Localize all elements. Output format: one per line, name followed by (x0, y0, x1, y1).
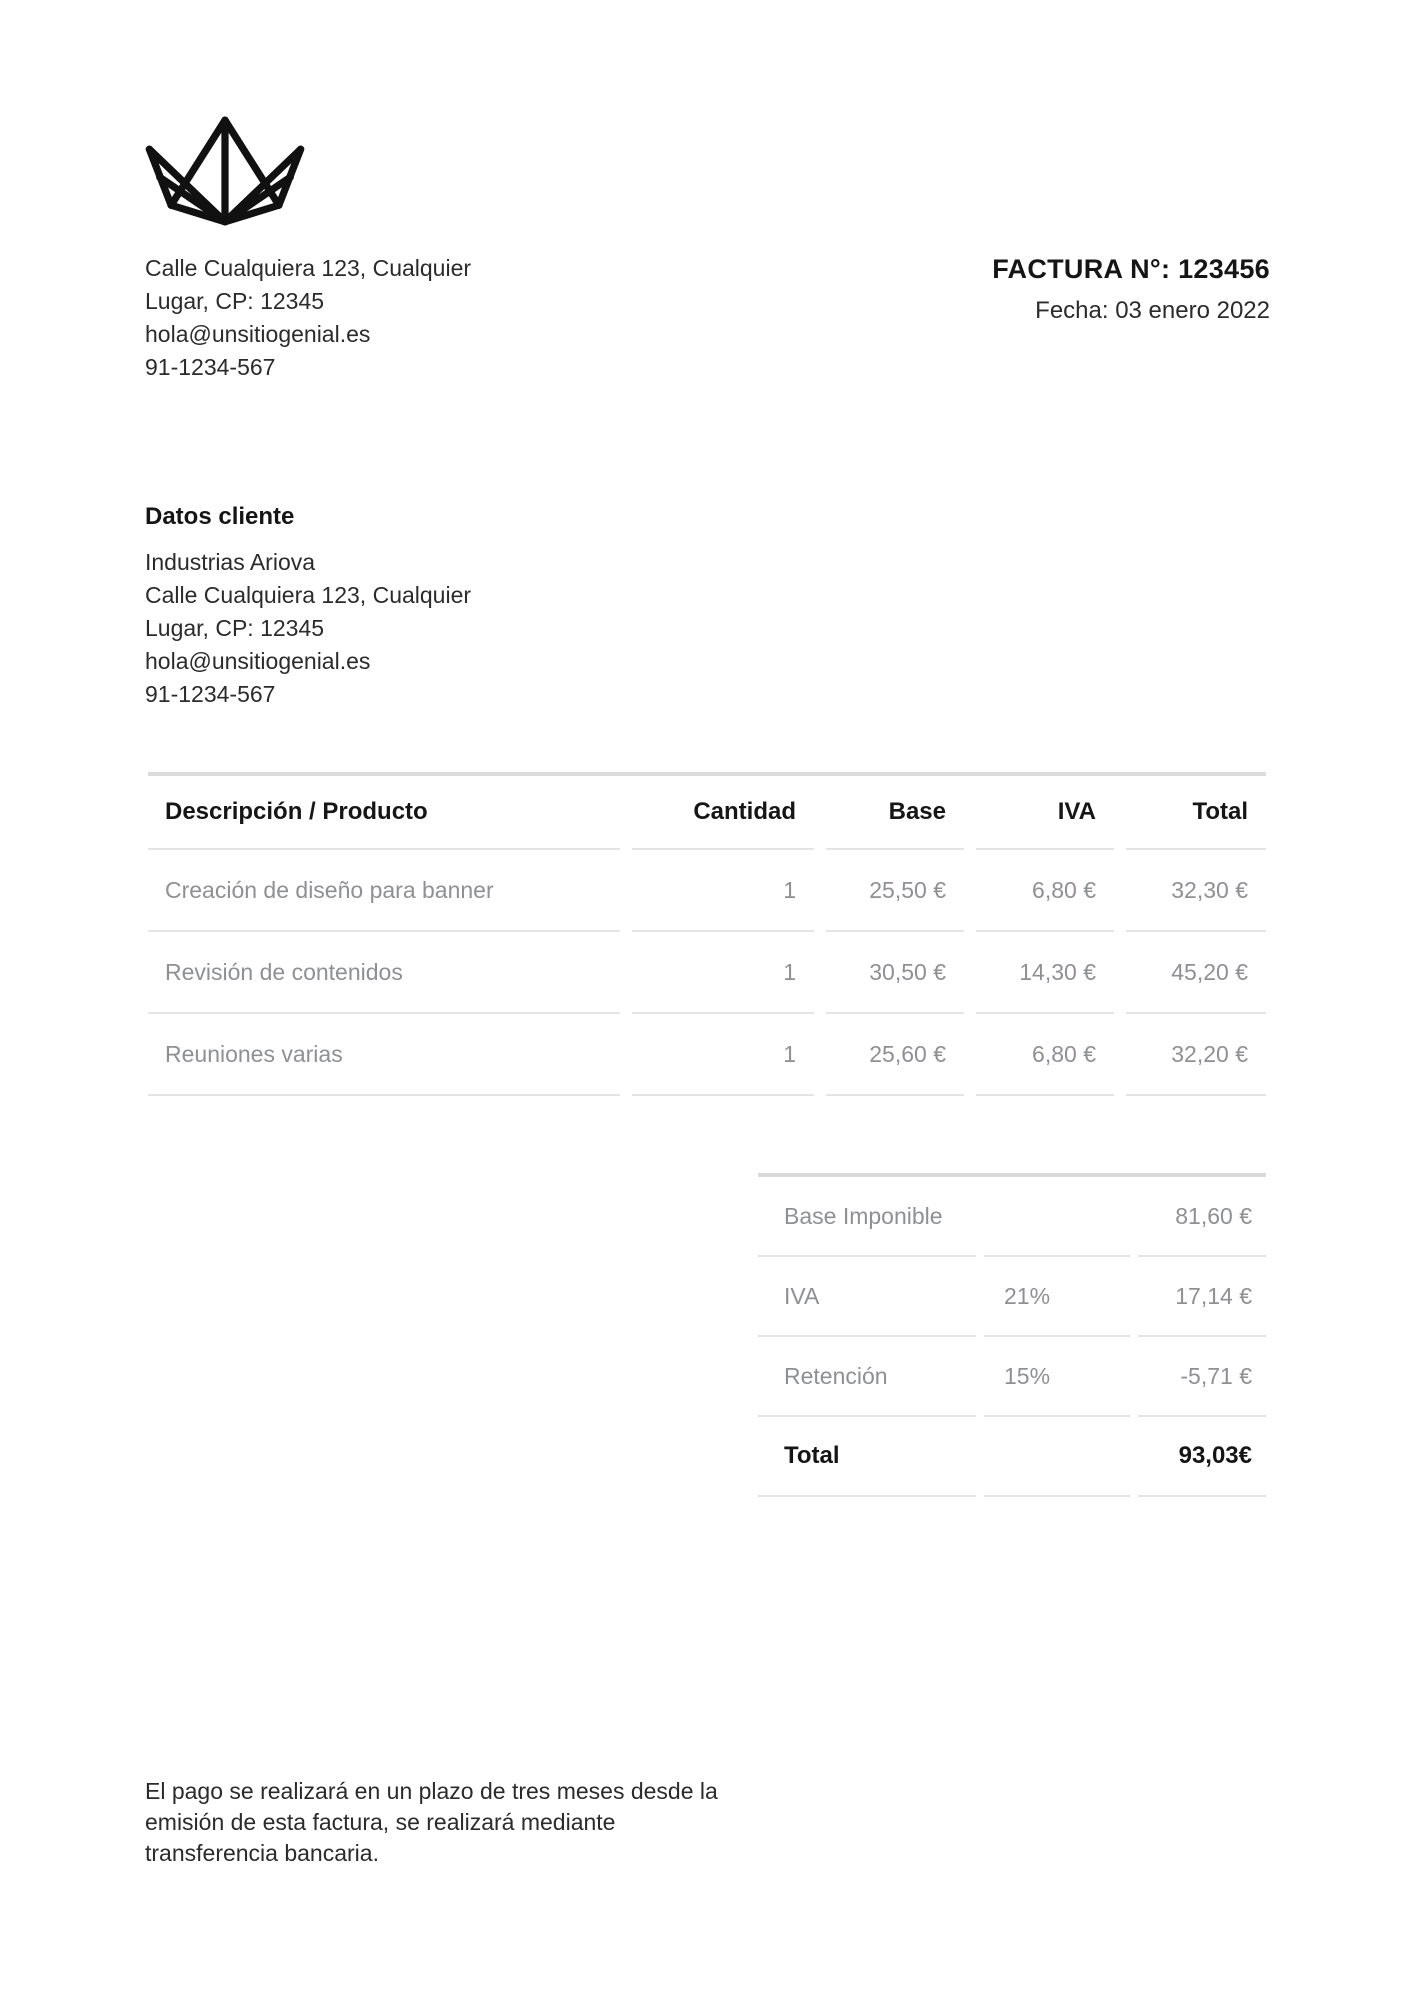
item-description-cell: Creación de diseño para banner (148, 850, 620, 932)
item-base-cell: 25,60 € (826, 1014, 964, 1096)
totals-retencion-rate: 15% (984, 1337, 1130, 1417)
totals-iva-rate: 21% (984, 1257, 1130, 1337)
client-heading: Datos cliente (145, 503, 295, 530)
client-address-line: Lugar, CP: 12345 (145, 615, 325, 641)
totals-base-imponible-amount: 81,60 € (1138, 1177, 1266, 1257)
item-iva-cell: 6,80 € (976, 850, 1114, 932)
client-email: hola@unsitiogenial.es (145, 648, 371, 674)
payment-terms-line: El pago se realizará en un plazo de tres meses desde la (145, 1778, 718, 1804)
totals-retencion-amount: -5,71 € (1138, 1337, 1266, 1417)
company-address (145, 252, 471, 384)
invoice-number: FACTURA N°: 123456 (992, 254, 1270, 284)
payment-terms-line: emisión de esta factura, se realizará mediante (145, 1809, 616, 1835)
invoice-date: Fecha: 03 enero 2022 (1035, 297, 1270, 324)
payment-terms-note (145, 1776, 718, 1869)
brand-logo (142, 114, 308, 228)
company-phone: 91-1234-567 (145, 354, 276, 380)
totals-retencion-label: Retención (758, 1337, 976, 1417)
company-address-line: Calle Cualquiera 123, Cualquier (145, 255, 472, 281)
item-iva-cell: 14,30 € (976, 932, 1114, 1014)
item-total-cell: 45,20 € (1126, 932, 1266, 1014)
item-description-cell: Revisión de contenidos (148, 932, 620, 1014)
client-block (145, 503, 471, 711)
item-total-cell: 32,20 € (1126, 1014, 1266, 1096)
column-header-base: Base (826, 776, 964, 850)
payment-terms-line: transferencia bancaria. (145, 1840, 379, 1866)
totals-iva-label: IVA (758, 1257, 976, 1337)
item-total-cell: 32,30 € (1126, 850, 1266, 932)
company-email: hola@unsitiogenial.es (145, 321, 371, 347)
invoice-meta (992, 254, 1270, 325)
column-header-iva: IVA (976, 776, 1114, 850)
client-address-line: Calle Cualquiera 123, Cualquier (145, 582, 472, 608)
column-header-cantidad: Cantidad (632, 776, 814, 850)
totals-total-label: Total (758, 1417, 976, 1497)
column-header-total: Total (1126, 776, 1266, 850)
item-cantidad-cell: 1 (632, 932, 814, 1014)
item-description-cell: Reuniones varias (148, 1014, 620, 1096)
totals-iva-amount: 17,14 € (1138, 1257, 1266, 1337)
totals-total-amount: 93,03€ (1138, 1417, 1266, 1497)
items-table (148, 772, 1266, 1096)
column-header-description: Descripción / Producto (148, 776, 620, 850)
client-lines (145, 546, 471, 711)
item-base-cell: 25,50 € (826, 850, 964, 932)
crown-icon (142, 114, 308, 228)
totals-base-imponible-rate (984, 1177, 1130, 1257)
item-cantidad-cell: 1 (632, 1014, 814, 1096)
client-name: Industrias Ariova (145, 549, 316, 575)
totals-total-rate (984, 1417, 1130, 1497)
company-address-line: Lugar, CP: 12345 (145, 288, 325, 314)
item-cantidad-cell: 1 (632, 850, 814, 932)
client-phone: 91-1234-567 (145, 681, 276, 707)
totals-base-imponible-label: Base Imponible (758, 1177, 976, 1257)
totals-table (758, 1173, 1266, 1497)
item-base-cell: 30,50 € (826, 932, 964, 1014)
item-iva-cell: 6,80 € (976, 1014, 1114, 1096)
